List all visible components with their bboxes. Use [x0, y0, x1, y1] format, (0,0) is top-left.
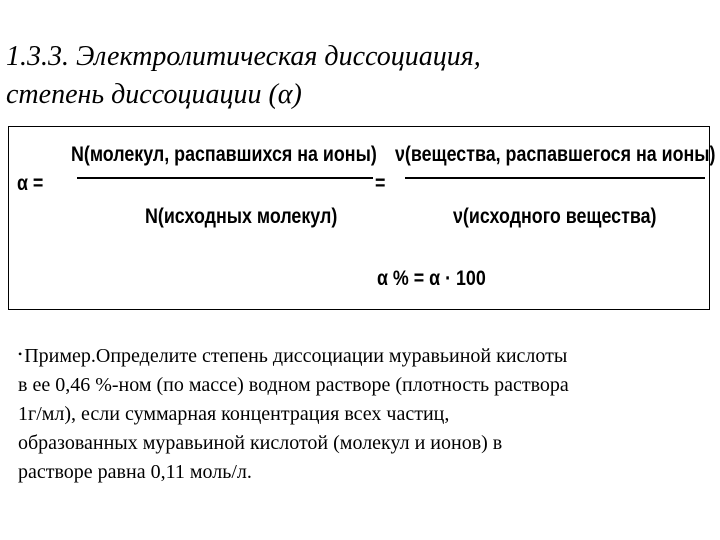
example-line-2: в ее 0,46 %-ном (по массе) водном растворе (плотность раствора [18, 374, 569, 396]
title-line-2: степень диссоциации (α) [6, 79, 302, 110]
numerator-molecules: N(молекул, распавшихся на ионы) [71, 143, 377, 166]
fraction-line-1 [77, 177, 373, 179]
fraction-line-2 [405, 177, 705, 179]
title-line-1: 1.3.3. Электролитическая диссоциация, [6, 41, 481, 72]
example-text [18, 340, 698, 487]
example-line-1-text: Пример.Определите степень диссоциации муравьиной кислоты [24, 345, 568, 367]
bullet-icon: • [18, 347, 23, 361]
equals-sign: = [375, 172, 386, 195]
numerator-amount: ν(вещества, распавшегося на ионы) [395, 143, 716, 166]
percent-formula: α % = α · 100 [377, 267, 486, 290]
example-line-3: 1г/мл), если суммарная концентрация всех частиц, [18, 403, 450, 425]
example-line-5: растворе равна 0,11 моль/л. [18, 461, 252, 483]
slide-title [6, 38, 706, 114]
example-line-4: образованных муравьиной кислотой (молекул и ионов) в [18, 432, 503, 454]
formula-box [8, 126, 716, 310]
example-line-1 [18, 340, 698, 371]
alpha-equals: α = [17, 172, 44, 195]
denominator-molecules: N(исходных молекул) [145, 205, 338, 228]
denominator-amount: ν(исходного вещества) [453, 205, 657, 228]
